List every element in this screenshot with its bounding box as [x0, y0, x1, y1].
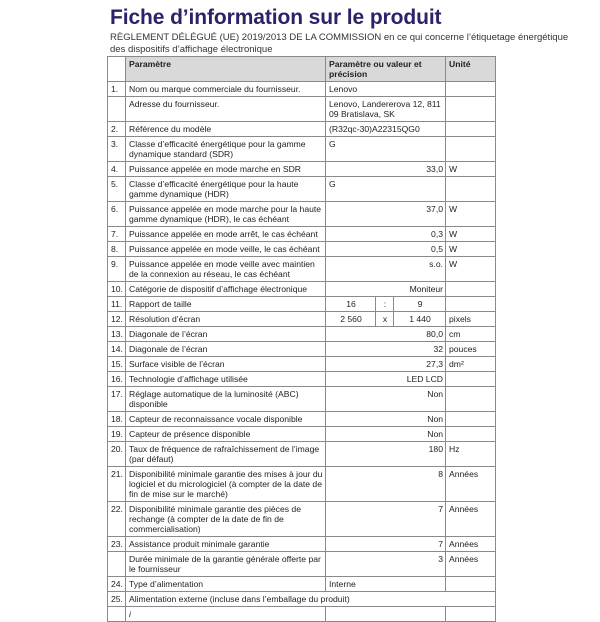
row-unit — [446, 577, 496, 592]
table-row — [108, 552, 496, 577]
row-param: Diagonale de l’écran — [126, 327, 326, 342]
row-param: Alimentation externe (incluse dans l’emballage du produit) — [126, 592, 496, 607]
row-param: Capteur de présence disponible — [126, 427, 326, 442]
row-number: 24. — [108, 577, 126, 592]
row-param: Puissance appelée en mode veille, le cas échéant — [126, 242, 326, 257]
row-param: Disponibilité minimale garantie des mises à jour du logiciel et du micrologiciel (à compter de la date de fin de mise sur le marché) — [126, 467, 326, 502]
row-number: 21. — [108, 467, 126, 502]
row-value: 7 — [326, 502, 446, 537]
row-number: 2. — [108, 122, 126, 137]
row-value: s.o. — [326, 257, 446, 282]
table-row — [108, 537, 496, 552]
row-param: Puissance appelée en mode marche pour la haute gamme dynamique (HDR), le cas échéant — [126, 202, 326, 227]
table-row — [108, 312, 496, 327]
row-value: Non — [326, 427, 446, 442]
row-value-separator: : — [376, 297, 394, 312]
row-number: 13. — [108, 327, 126, 342]
row-unit — [446, 412, 496, 427]
row-number: 19. — [108, 427, 126, 442]
row-value: Non — [326, 387, 446, 412]
row-value: 3 — [326, 552, 446, 577]
row-number — [108, 607, 126, 622]
row-number: 6. — [108, 202, 126, 227]
row-value: Lenovo — [326, 82, 446, 97]
row-unit: Années — [446, 552, 496, 577]
table-row — [108, 607, 496, 622]
row-number: 16. — [108, 372, 126, 387]
row-param: Rapport de taille — [126, 297, 326, 312]
row-value-b: 1 440 — [394, 312, 446, 327]
row-number: 5. — [108, 177, 126, 202]
row-value: 0,3 — [326, 227, 446, 242]
table-row — [108, 357, 496, 372]
table-row — [108, 577, 496, 592]
row-number: 10. — [108, 282, 126, 297]
row-number: 11. — [108, 297, 126, 312]
row-unit — [446, 297, 496, 312]
table-row — [108, 592, 496, 607]
row-param: i — [126, 607, 326, 622]
regulation-subtitle: RÈGLEMENT DÉLÉGUÉ (UE) 2019/2013 DE LA COMMISSION en ce qui concerne l’étiquetage énergétique des dispositifs d’affichage électronique — [110, 32, 569, 55]
product-info-table — [107, 56, 496, 622]
row-value: 80,0 — [326, 327, 446, 342]
table-row — [108, 342, 496, 357]
row-unit — [446, 82, 496, 97]
row-param: Taux de fréquence de rafraîchissement de l’image (par défaut) — [126, 442, 326, 467]
row-param: Surface visible de l’écran — [126, 357, 326, 372]
row-unit: cm — [446, 327, 496, 342]
row-value: Interne — [326, 577, 446, 592]
row-value — [326, 607, 446, 622]
table-row — [108, 257, 496, 282]
table-row — [108, 282, 496, 297]
table-row — [108, 427, 496, 442]
header-param: Paramètre — [126, 57, 326, 82]
row-value-a: 2 560 — [326, 312, 376, 327]
row-unit: Années — [446, 537, 496, 552]
row-param: Puissance appelée en mode veille avec maintien de la connexion au réseau, le cas échéant — [126, 257, 326, 282]
row-param: Capteur de reconnaissance vocale disponible — [126, 412, 326, 427]
header-number — [108, 57, 126, 82]
row-unit — [446, 137, 496, 162]
row-unit — [446, 372, 496, 387]
row-value: G — [326, 177, 446, 202]
row-unit — [446, 122, 496, 137]
table-row — [108, 82, 496, 97]
row-param: Classe d’efficacité énergétique pour la haute gamme dynamique (HDR) — [126, 177, 326, 202]
row-number: 22. — [108, 502, 126, 537]
row-value: 8 — [326, 467, 446, 502]
row-value: 180 — [326, 442, 446, 467]
row-number: 14. — [108, 342, 126, 357]
page-title: Fiche d’information sur le produit — [110, 6, 442, 29]
table-row — [108, 227, 496, 242]
table-row — [108, 97, 496, 122]
table-row — [108, 162, 496, 177]
row-param: Classe d’efficacité énergétique pour la gamme dynamique standard (SDR) — [126, 137, 326, 162]
table-row — [108, 387, 496, 412]
row-unit: W — [446, 242, 496, 257]
row-unit: pixels — [446, 312, 496, 327]
row-number: 8. — [108, 242, 126, 257]
row-param: Catégorie de dispositif d’affichage électronique — [126, 282, 326, 297]
row-number: 1. — [108, 82, 126, 97]
row-unit: W — [446, 202, 496, 227]
row-number: 15. — [108, 357, 126, 372]
row-value: 37,0 — [326, 202, 446, 227]
row-value: (R32qc-30)A22315QG0 — [326, 122, 446, 137]
row-unit: W — [446, 162, 496, 177]
row-value: 32 — [326, 342, 446, 357]
row-param: Résolution d’écran — [126, 312, 326, 327]
row-param: Nom ou marque commerciale du fournisseur. — [126, 82, 326, 97]
table-row — [108, 467, 496, 502]
table-row — [108, 442, 496, 467]
row-value: Moniteur — [326, 282, 446, 297]
row-param: Référence du modèle — [126, 122, 326, 137]
row-value: Lenovo, Landererova 12, 811 09 Bratislava, SK — [326, 97, 446, 122]
row-unit: pouces — [446, 342, 496, 357]
row-param: Adresse du fournisseur. — [126, 97, 326, 122]
table-row — [108, 177, 496, 202]
row-number — [108, 97, 126, 122]
row-number: 3. — [108, 137, 126, 162]
row-value: 7 — [326, 537, 446, 552]
row-param: Assistance produit minimale garantie — [126, 537, 326, 552]
row-number: 23. — [108, 537, 126, 552]
table-row — [108, 372, 496, 387]
row-value: 27,3 — [326, 357, 446, 372]
table-row — [108, 137, 496, 162]
row-param: Puissance appelée en mode marche en SDR — [126, 162, 326, 177]
row-value: 33,0 — [326, 162, 446, 177]
row-unit — [446, 97, 496, 122]
row-param: Puissance appelée en mode arrêt, le cas échéant — [126, 227, 326, 242]
row-value-a: 16 — [326, 297, 376, 312]
row-unit: Années — [446, 502, 496, 537]
row-param: Diagonale de l’écran — [126, 342, 326, 357]
table-row — [108, 122, 496, 137]
table-row — [108, 202, 496, 227]
header-value: Paramètre ou valeur et précision — [326, 57, 446, 82]
row-unit: W — [446, 257, 496, 282]
row-value: G — [326, 137, 446, 162]
row-number: 25. — [108, 592, 126, 607]
row-param: Disponibilité minimale garantie des pièces de rechange (à compter de la date de fin de commercialisation) — [126, 502, 326, 537]
row-value-separator: x — [376, 312, 394, 327]
table-row — [108, 412, 496, 427]
row-number — [108, 552, 126, 577]
header-unit: Unité — [446, 57, 496, 82]
row-unit — [446, 282, 496, 297]
row-number: 7. — [108, 227, 126, 242]
row-unit — [446, 607, 496, 622]
row-unit — [446, 387, 496, 412]
row-value: LED LCD — [326, 372, 446, 387]
row-number: 9. — [108, 257, 126, 282]
table-row — [108, 502, 496, 537]
row-param: Réglage automatique de la luminosité (ABC) disponible — [126, 387, 326, 412]
row-value: 0,5 — [326, 242, 446, 257]
row-value-b: 9 — [394, 297, 446, 312]
row-number: 20. — [108, 442, 126, 467]
row-unit: W — [446, 227, 496, 242]
row-unit — [446, 427, 496, 442]
row-number: 18. — [108, 412, 126, 427]
row-number: 12. — [108, 312, 126, 327]
row-param: Type d’alimentation — [126, 577, 326, 592]
row-unit — [446, 177, 496, 202]
table-header-row — [108, 57, 496, 82]
row-number: 4. — [108, 162, 126, 177]
table-row — [108, 297, 496, 312]
table-row — [108, 242, 496, 257]
row-param: Technologie d’affichage utilisée — [126, 372, 326, 387]
row-param: Durée minimale de la garantie générale offerte par le fournisseur — [126, 552, 326, 577]
row-unit: dm² — [446, 357, 496, 372]
row-unit: Hz — [446, 442, 496, 467]
row-number: 17. — [108, 387, 126, 412]
table-row — [108, 327, 496, 342]
row-unit: Années — [446, 467, 496, 502]
row-value: Non — [326, 412, 446, 427]
